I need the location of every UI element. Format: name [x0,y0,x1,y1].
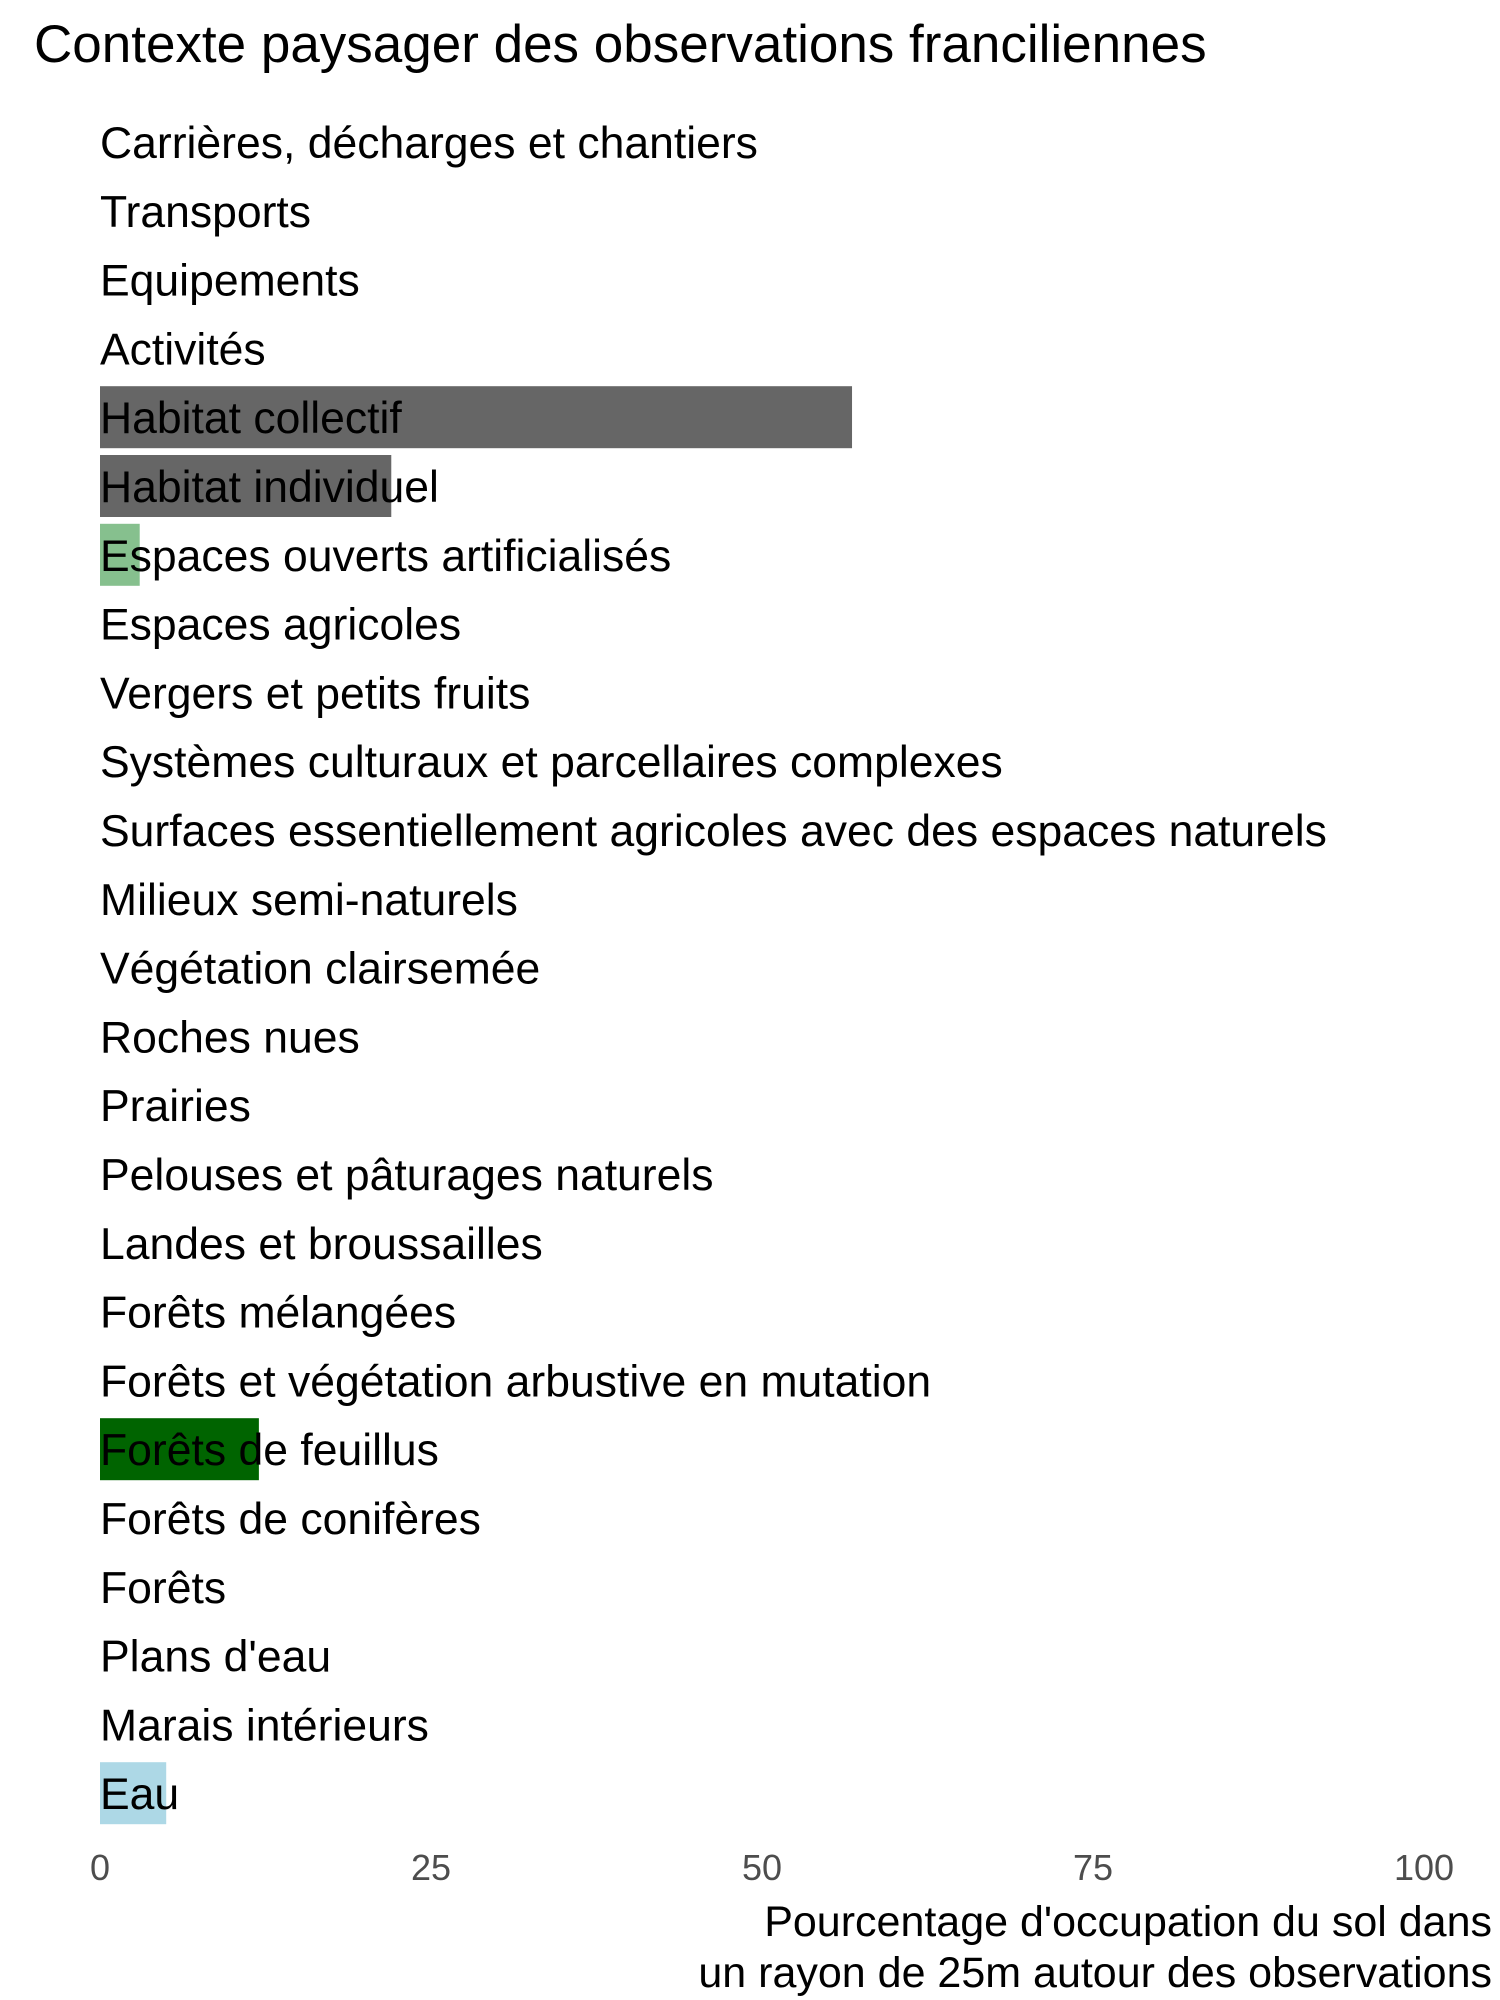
x-tick-label: 25 [410,1847,452,1888]
x-axis-title-line-1: Pourcentage d'occupation du sol dans [764,1898,1492,1946]
category-label: Plans d'eau [100,1632,332,1682]
x-tick-label: 75 [1072,1847,1114,1888]
category-label: Surfaces essentiellement agricoles avec des espaces naturels [100,807,1327,856]
category-label: Milieux semi-naturels [100,875,518,925]
category-label: Forêts et végétation arbustive en mutation [100,1357,932,1407]
x-tick-label: 50 [741,1847,783,1888]
x-tick-label: 0 [89,1847,111,1888]
category-label: Forêts de feuillus [100,1426,439,1476]
category-labels [100,119,1327,1819]
category-label: Landes et broussailles [100,1219,543,1269]
x-tick-label: 100 [1393,1847,1455,1888]
x-axis-title-line-2: un rayon de 25m autour des observations [698,1949,1492,1997]
category-label: Systèmes culturaux et parcellaires complexes [100,738,1003,788]
category-label: Végétation clairsemée [100,944,541,994]
category-label: Carrières, décharges et chantiers [100,119,758,168]
category-label: Espaces ouverts artificialisés [100,531,672,581]
category-label: Espaces agricoles [100,600,462,650]
category-label: Eau [100,1770,180,1820]
category-label: Habitat collectif [100,394,402,444]
chart-title: Contexte paysager des observations franciliennes [34,15,1207,74]
category-label: Vergers et petits fruits [100,669,531,719]
category-label: Pelouses et pâturages naturels [100,1151,714,1200]
category-label: Transports [100,187,312,237]
category-label: Forêts mélangées [100,1288,457,1338]
category-label: Equipements [100,256,360,306]
category-label: Marais intérieurs [100,1701,429,1751]
category-label: Forêts de conifères [100,1495,481,1544]
category-label: Forêts [100,1563,227,1613]
category-label: Roches nues [100,1013,360,1063]
category-label: Habitat individuel [100,463,439,512]
x-axis-ticks [90,1847,1454,1888]
category-label: Activités [100,325,266,375]
category-label: Prairies [100,1082,251,1132]
